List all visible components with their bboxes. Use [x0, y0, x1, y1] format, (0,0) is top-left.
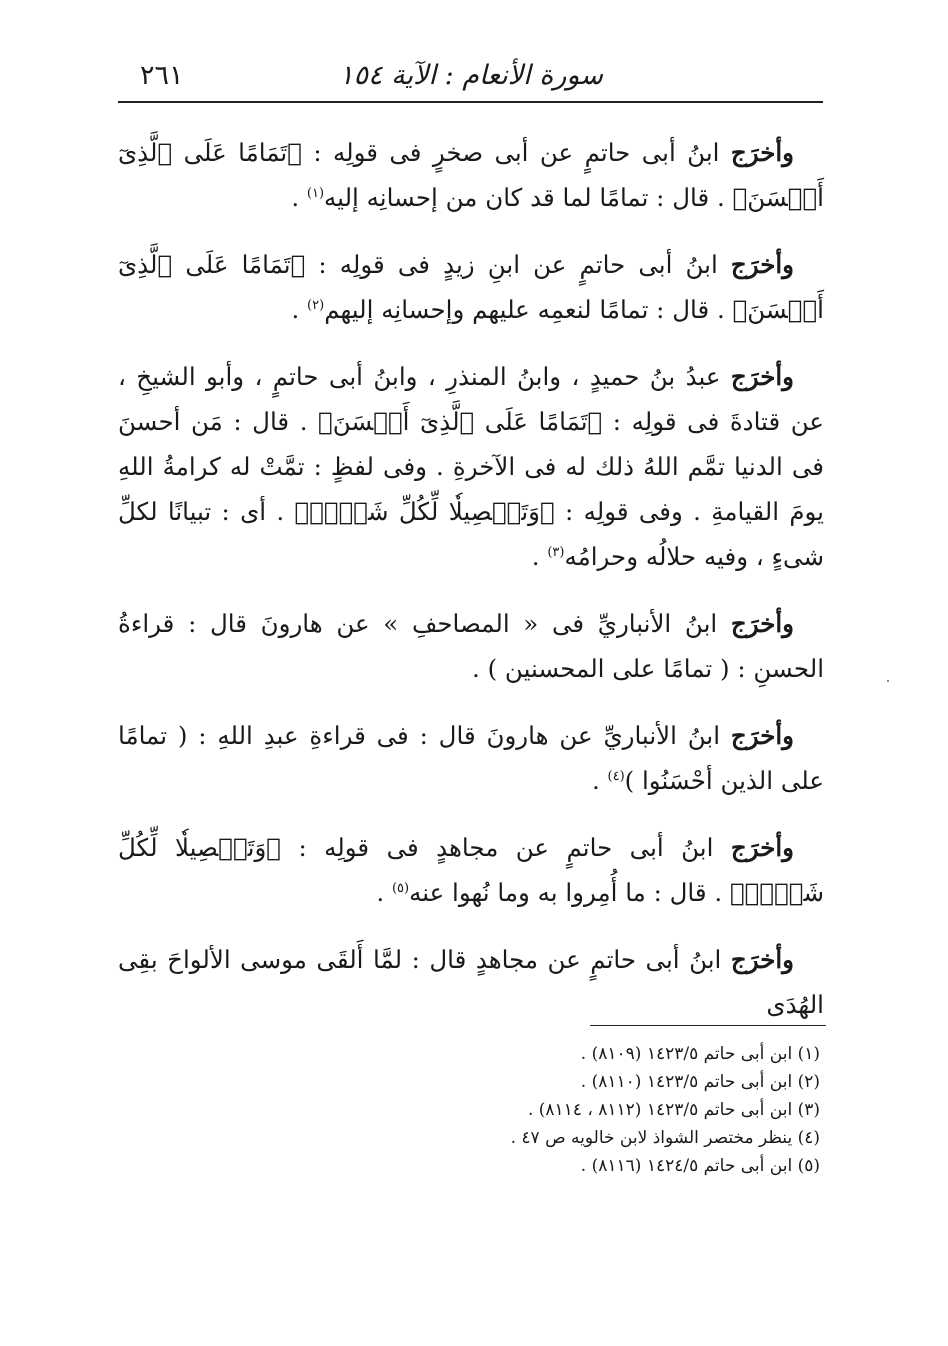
paragraph-text: ابنُ أبى حاتمٍ عن مجاهدٍ فى قولِه : ﴿وَتَفۡصِيلٗا لِّكُلِّ شَيۡءٖ﴾ . قال : ما أُمِروا به وما نُهوا عنه: [118, 833, 824, 907]
paragraph-text: ابنُ أبى حاتمٍ عن مجاهدٍ قال : لمَّا أَلقَى موسى الألواحَ بقِى الهُدَى: [118, 945, 824, 1019]
main-text: [118, 130, 824, 1049]
paragraph-text: ابنُ أبى حاتمٍ عن ابنِ زيدٍ فى قولِه : ﴿تَمَامًا عَلَى ٱلَّذِىٓ أَحۡسَنَ﴾ . قال : تمامًا لنعمِه عليهم وإحسانِه إليهم: [118, 250, 824, 324]
running-header: [118, 56, 823, 100]
footnote-ref: (٣): [547, 544, 565, 560]
paragraph-3: [118, 354, 824, 579]
paragraph-lead: وأخرَج: [730, 609, 794, 638]
paragraph-lead: وأخرَج: [730, 362, 794, 391]
header-rule: [118, 101, 823, 103]
footnote-2: (٢) ابن أبى حاتم ١٤٢٣/٥ (٨١١٠) .: [580, 1072, 820, 1092]
footnote-ref: (٢): [307, 297, 325, 313]
footnote-rule: [590, 1025, 826, 1026]
paragraph-text: ابنُ أبى حاتمٍ عن أبى صخرٍ فى قولِه : ﴿تَمَامًا عَلَى ٱلَّذِىٓ أَحۡسَنَ﴾ . قال : تمامًا لما قد كان من إحسانِه إليه: [118, 138, 824, 212]
paragraph-2: [118, 242, 824, 332]
paragraph-end: .: [531, 542, 548, 571]
paragraph-5: [118, 713, 824, 803]
paragraph-end: .: [291, 295, 308, 324]
scan-speck: [887, 680, 889, 682]
paragraph-end: .: [591, 766, 608, 795]
paragraph-lead: وأخرَج: [730, 945, 794, 974]
running-title: سورة الأنعام : الآية ١٥٤: [339, 60, 603, 91]
paragraph-end: .: [291, 183, 307, 212]
paragraph-7: [118, 937, 824, 1027]
paragraph-lead: وأخرَج: [730, 250, 794, 279]
paragraph-lead: وأخرَج: [730, 138, 794, 167]
page-number: ٢٦١: [140, 60, 184, 91]
footnote-3: (٣) ابن أبى حاتم ١٤٢٣/٥ (٨١١٢ ، ٨١١٤) .: [527, 1100, 820, 1120]
paragraph-6: [118, 825, 824, 915]
paragraph-text: ابنُ الأنباريِّ فى « المصاحفِ » عن هارونَ قال : قراءةُ الحسنِ : ( تمامًا على المحسنين ) .: [118, 609, 824, 683]
paragraph-lead: وأخرَج: [730, 833, 794, 862]
paragraph-text: عبدُ بنُ حميدٍ ، وابنُ المنذرِ ، وابنُ أبى حاتمٍ ، وأبو الشيخِ ، عن قتادةَ فى قولِه : ﴿تَمَامًا عَلَى ٱلَّذِىٓ أَحۡسَنَ﴾ . قال : مَن أحسنَ فى الدنيا تمَّم اللهُ ذلك له فى الآخرةِ . وفى لفظٍ : تمَّتْ له كرامةُ اللهِ يومَ القيامةِ . وفى قولِه : ﴿وَتَفۡصِيلٗا لِّكُلِّ شَيۡءٖ﴾ . أى : تبيانًا لكلِّ شىءٍ ، وفيه حلالُه وحرامُه: [118, 362, 824, 571]
paragraph-text: ابنُ الأنباريِّ عن هارونَ قال : فى قراءةِ عبدِ اللهِ : ( تمامًا على الذين أحْسَنُوا ): [118, 721, 824, 795]
paragraph-4: [118, 601, 824, 691]
footnote-ref: (٥): [391, 880, 410, 896]
footnote-ref: (١): [306, 185, 325, 201]
footnotes: [118, 1040, 824, 1180]
footnote-ref: (٤): [607, 768, 625, 784]
footnote-4: (٤) ينظر مختصر الشواذ لابن خالويه ص ٤٧ .: [510, 1128, 820, 1148]
paragraph-1: [118, 130, 824, 220]
footnote-1: (١) ابن أبى حاتم ١٤٢٣/٥ (٨١٠٩) .: [580, 1044, 820, 1064]
footnote-5: (٥) ابن أبى حاتم ١٤٢٤/٥ (٨١١٦) .: [580, 1156, 820, 1176]
paragraph-lead: وأخرَج: [730, 721, 794, 750]
paragraph-end: .: [376, 878, 392, 907]
